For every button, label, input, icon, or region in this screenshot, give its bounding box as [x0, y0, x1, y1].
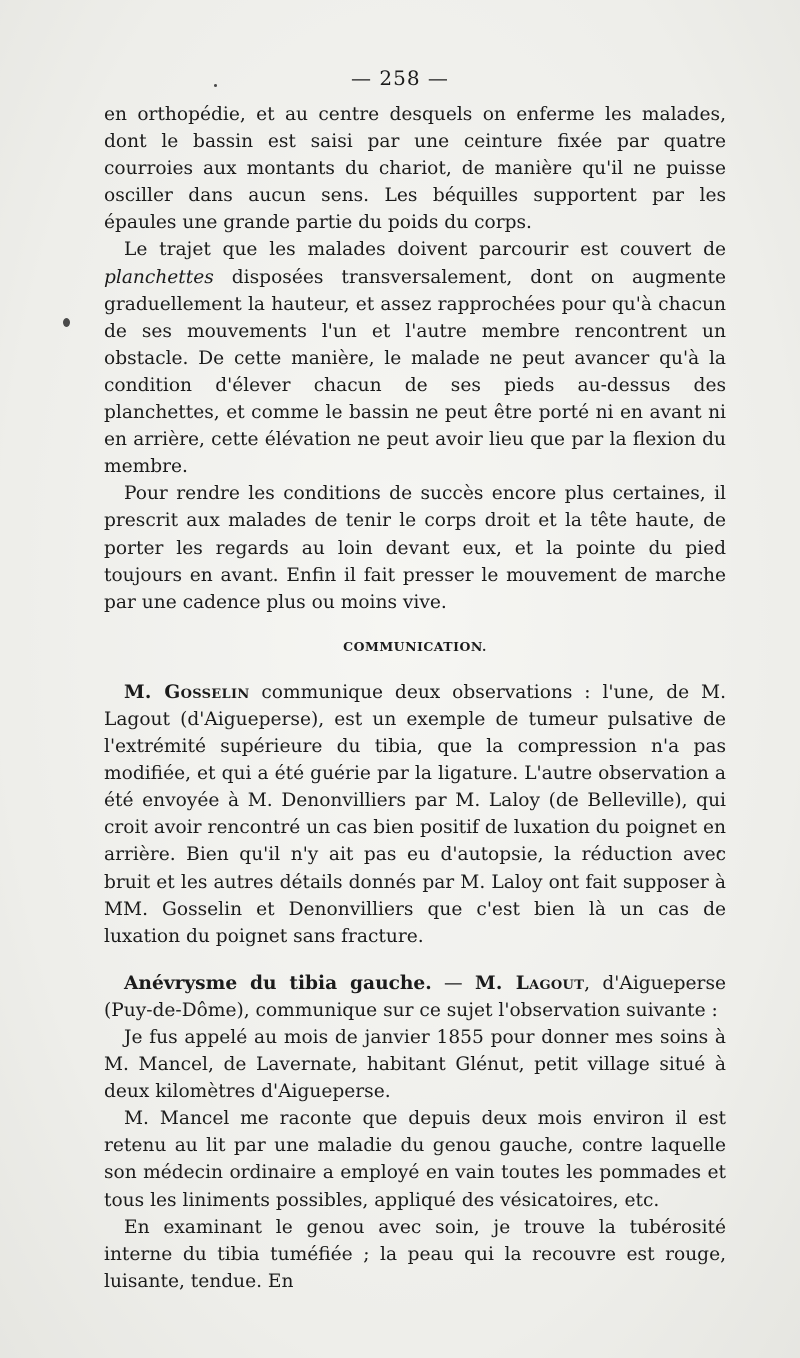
- speaker-name: M. Lagout: [474, 972, 585, 994]
- subsection-title: Anévrysme du tibia gauche.: [124, 972, 432, 994]
- paragraph-observation-2: M. Mancel me raconte que depuis deux mois environ il est retenu au lit par une maladie du genou gauche, contre laquelle son médecin ordinaire a employé en vain toutes les pommades et tous les liniments possibles, appliqué des vésicatoires, etc.: [104, 1108, 726, 1211]
- paragraph-observation-1: Je fus appelé au mois de janvier 1855 pour donner mes soins à M. Mancel, de Lavernate, habitant Glénut, petit village situé à deux kilomètres d'Aigueperse.: [104, 1027, 726, 1103]
- paragraph-anevrysme-intro: [104, 970, 726, 1024]
- paragraph-communication: [104, 679, 726, 950]
- paragraph-text: communique deux observations : l'une, de M. Lagout (d'Aigueperse), est un exemple de tumeur pulsative de l'extrémité supérieure du tibia, que la compression n'a pas modifiée, et qui a été guérie par la ligature. L'autre observation a été envoyée à M. Denonvilliers par M. Laloy (de Belleville), qui croit avoir rencontré un cas bien positif de luxation du poignet en arrière. Bien qu'il n'y ait pas eu d'autopsie, la réduction avec bruit et les autres détails donnés par M. Laloy ont fait supposer à MM. Gosselin et Denonvilliers que c'est bien là un cas de luxation du poignet sans fracture.: [104, 681, 726, 947]
- paragraph-continuation: en orthopédie, et au centre desquels on enferme les malades, dont le bassin est saisi par une ceinture fixée par quatre courroies aux montants du chariot, de manière qu'il ne puisse osciller dans aucun sens. Les béquilles supportent par les épaules une grande partie du poids du corps.: [104, 104, 726, 234]
- paragraph-planchettes: [104, 236, 726, 480]
- italic-term: planchettes: [104, 266, 214, 288]
- ink-speck: [63, 318, 70, 327]
- speaker-name: M. Gosselin: [124, 681, 250, 703]
- em-dash: —: [431, 972, 475, 994]
- section-heading-communication: COMMUNICATION.: [343, 638, 487, 654]
- paragraph-text: Le trajet que les malades doivent parcourir est couvert de: [124, 239, 726, 261]
- paragraph-observation-3: En examinant le genou avec soin, je trouve la tubérosité interne du tibia tuméfiée ; la peau qui la recouvre est rouge, luisante, tendue. En: [104, 1216, 726, 1292]
- page-number: — 258 —: [351, 66, 449, 90]
- body-text: [104, 101, 726, 1295]
- paragraph-text: disposées transversalement, dont on augmente graduellement la hauteur, et assez rapprochées pour qu'à chacun de ses mouvements l'un et l'autre membre rencontrent un obstacle. De cette manière, le malade ne peut avancer qu'à la condition d'élever chacun de ses pieds au-dessus des planchettes, et comme le bassin ne peut être porté ni en avant ni en arrière, cette élévation ne peut avoir lieu que par la flexion du membre.: [104, 266, 726, 478]
- paragraph-text: , d'Aigueperse (Puy-de-Dôme), communique sur ce sujet l'observation suivante :: [104, 972, 726, 1021]
- paragraph-conditions: Pour rendre les conditions de succès encore plus certaines, il prescrit aux malades de tenir le corps droit et la tête haute, de porter les regards au loin devant eux, et la pointe du pied toujours en avant. Enfin il fait presser le mouvement de marche par une cadence plus ou moins vive.: [104, 483, 726, 613]
